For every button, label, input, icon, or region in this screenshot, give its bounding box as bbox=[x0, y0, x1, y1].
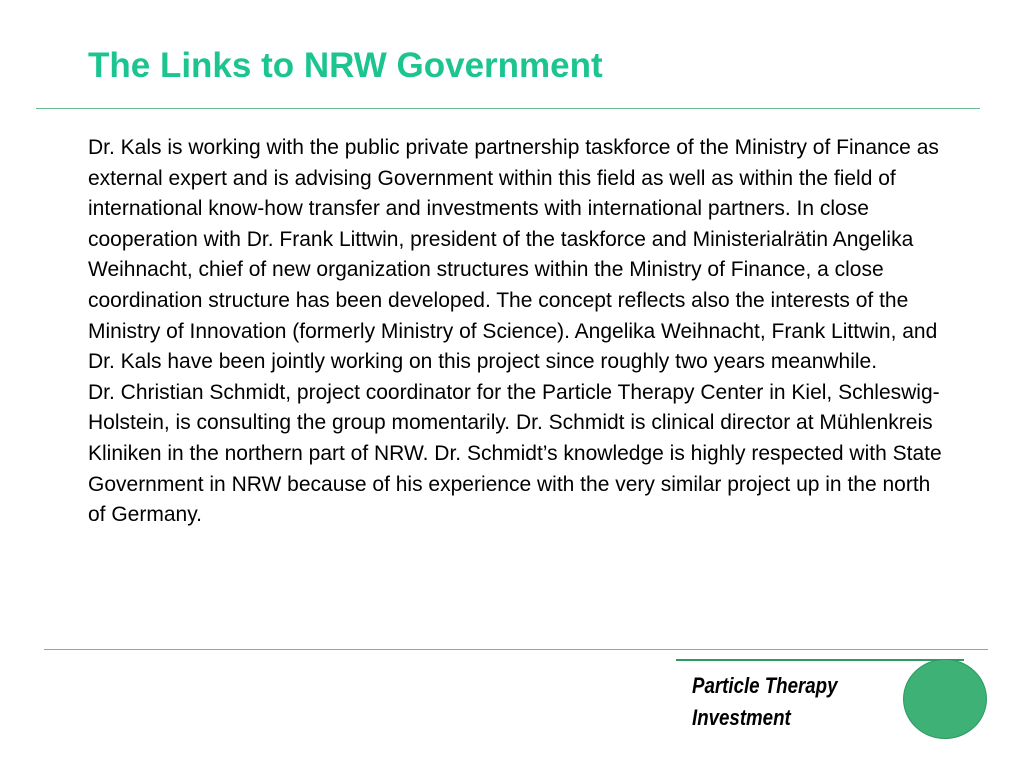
footer-label-line1: Particle Therapy bbox=[692, 673, 838, 698]
body-paragraph: Dr. Kals is working with the public private partnership taskforce of the Ministry of Finance as external expert and is advising Government within this field as well as within the field of international know-how transfer and investments with international partners. In close cooperation with Dr. Frank Littwin, president of the taskforce and Ministerialrätin Angelika Weihnacht, chief of new organization structures within the Ministry of Finance, a close coordination structure has been developed. The concept reflects also the interests of the Ministry of Innovation (formerly Ministry of Science). Angelika Weihnacht, Frank Littwin, and Dr. Kals have been jointly working on this project since roughly two years meanwhile. bbox=[88, 136, 939, 374]
footer-label-line2: Investment bbox=[692, 705, 791, 730]
title-divider bbox=[36, 108, 980, 109]
footer-circle-logo bbox=[903, 659, 987, 739]
footer-divider bbox=[44, 649, 988, 650]
slide-title: The Links to NRW Government bbox=[88, 46, 603, 85]
body-paragraph: Dr. Christian Schmidt, project coordinator for the Particle Therapy Center in Kiel, Schleswig-Holstein, is consulting the group momentarily. Dr. Schmidt is clinical director at Mühlenkreis Kliniken in the northern part of NRW. Dr. Schmidt’s knowledge is highly respected with State Government in NRW because of his experience with the very similar project up in the north of Germany. bbox=[88, 380, 942, 527]
footer-accent-line bbox=[676, 659, 964, 661]
footer-label bbox=[692, 670, 838, 734]
slide-body bbox=[88, 133, 948, 531]
